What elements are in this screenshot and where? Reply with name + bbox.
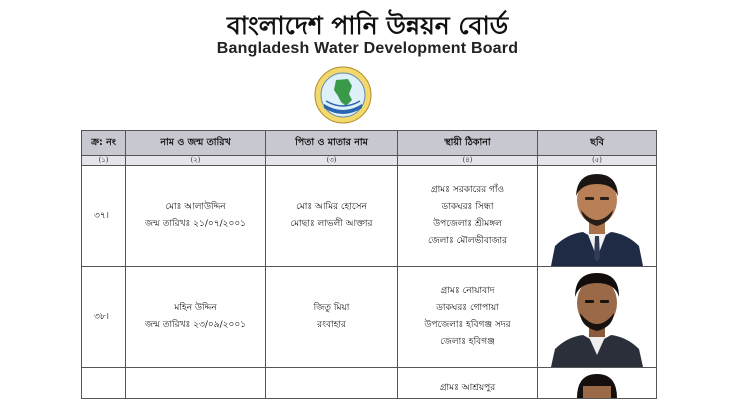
photo-cell	[538, 368, 657, 399]
column-number: (৫)	[538, 156, 657, 166]
name-dob-cell	[126, 368, 266, 399]
address-district: জেলাঃ হবিগঞ্জ	[440, 337, 495, 347]
column-number: (৪)	[398, 156, 538, 166]
address-cell	[398, 267, 538, 368]
page-title-english: Bangladesh Water Development Board	[216, 40, 519, 57]
column-header-photo: ছবি	[538, 131, 657, 156]
mother-name: মোছাঃ লাভলী আক্তার	[290, 219, 373, 229]
address-cell	[398, 166, 538, 267]
candidate-dob: জন্ম তারিখঃ ২১/০৭/২০০১	[144, 219, 247, 229]
address-post-office: ডাকঘরঃ গোপায়া	[436, 303, 499, 313]
person-photo-icon	[547, 368, 647, 398]
column-header-parents: পিতা ও মাতার নাম	[266, 131, 398, 156]
parents-cell	[266, 166, 398, 267]
father-name: জিতু মিয়া	[313, 303, 350, 313]
candidate-name: মহিন উদ্দিন	[174, 303, 217, 313]
address-village: গ্রামঃ নোয়াবাদ	[440, 286, 495, 296]
column-header-name-dob: নাম ও জন্ম তারিখ	[126, 131, 266, 156]
mother-name: রংবাহার	[317, 320, 346, 330]
column-header-address: স্থায়ী ঠিকানা	[398, 131, 538, 156]
bwdb-logo-icon	[314, 66, 372, 124]
column-number: (৩)	[266, 156, 398, 166]
address-post-office: ডাকঘরঃ সিন্ধা	[441, 202, 494, 212]
address-upazila: উপজেলাঃ হবিগঞ্জ সদর	[424, 320, 511, 330]
table-row	[82, 368, 657, 399]
serial-number	[82, 368, 126, 399]
serial-number: ৩৮।	[82, 267, 126, 368]
column-header-serial: ক্র: নং	[82, 131, 126, 156]
name-dob-cell	[126, 166, 266, 267]
parents-cell	[266, 267, 398, 368]
father-name: মোঃ আমির হোসেন	[296, 202, 367, 212]
serial-number: ৩৭।	[82, 166, 126, 267]
candidate-name: মোঃ আলাউদ্দিন	[165, 202, 226, 212]
table-row	[82, 267, 657, 368]
column-number: (১)	[82, 156, 126, 166]
address-district: জেলাঃ মৌলভীবাজার	[427, 236, 508, 246]
person-photo-icon	[547, 166, 647, 266]
page-title-bangla: বাংলাদেশ পানি উন্নয়ন বোর্ড	[226, 11, 509, 40]
address-upazila: উপজেলাঃ শ্রীমঙ্গল	[433, 219, 502, 229]
table-header-row	[82, 131, 657, 156]
address-village: গ্রামঃ সরকারের গাঁও	[430, 185, 505, 195]
person-photo-icon	[547, 267, 647, 367]
column-number-row	[82, 156, 657, 166]
parents-cell	[266, 368, 398, 399]
column-number: (২)	[126, 156, 266, 166]
address-cell	[398, 368, 538, 399]
photo-cell	[538, 166, 657, 267]
name-dob-cell	[126, 267, 266, 368]
address-village: গ্রামঃ আশ্রয়পুর	[439, 383, 496, 393]
table-row	[82, 166, 657, 267]
candidate-table	[81, 130, 657, 399]
photo-cell	[538, 267, 657, 368]
candidate-dob: জন্ম তারিখঃ ২৩/০৯/২০০১	[144, 320, 247, 330]
